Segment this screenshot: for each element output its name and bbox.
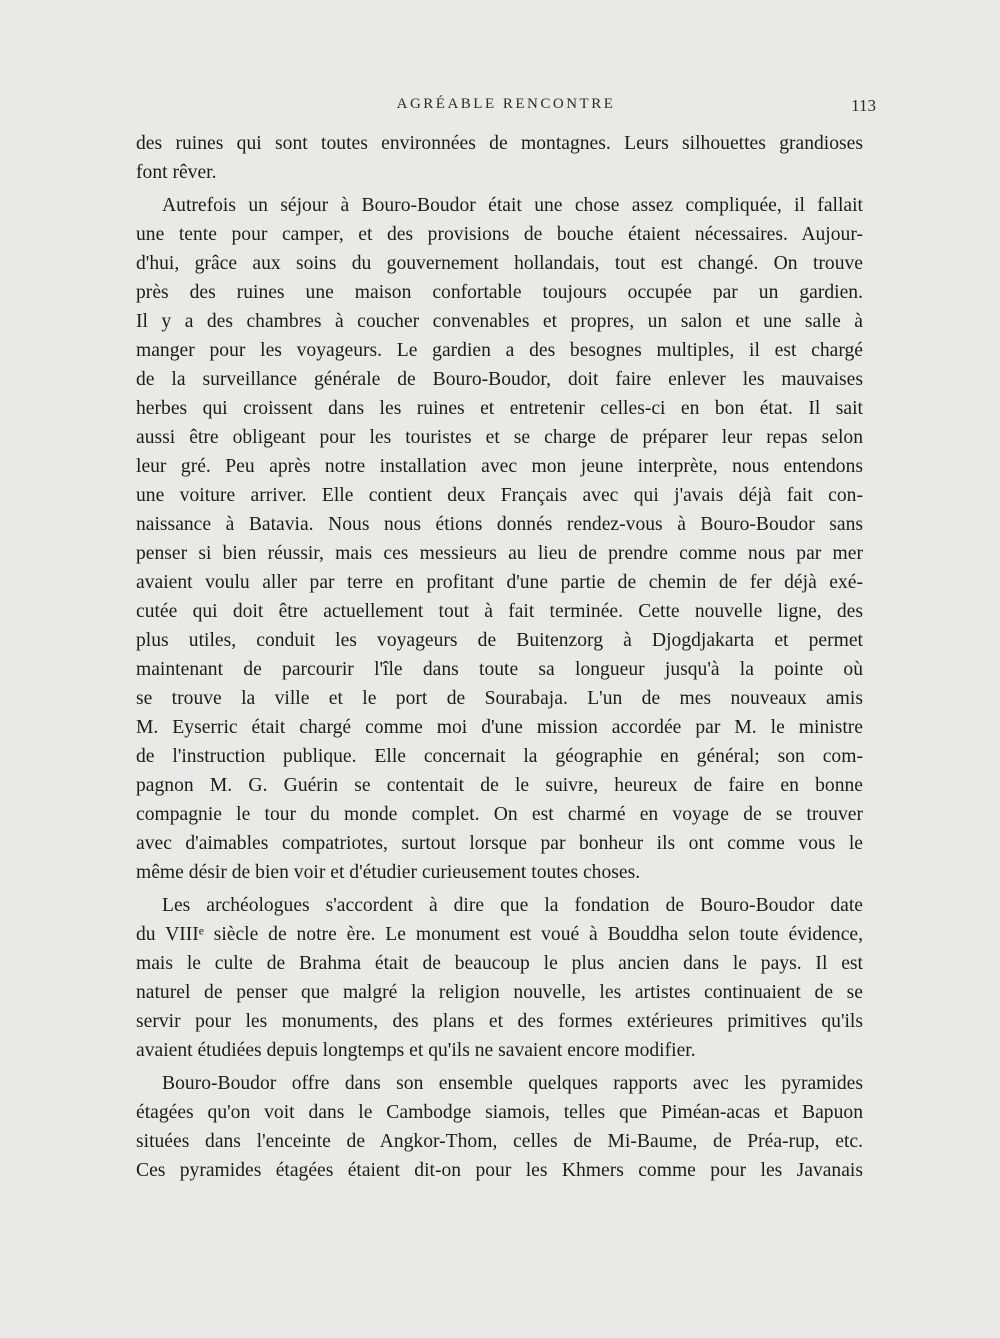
text-line: Il y a des chambres à coucher convenables et propres, un salon et une salle à xyxy=(136,311,863,332)
page-header xyxy=(136,96,876,120)
text-line: compagnie le tour du monde complet. On est charmé en voyage de se trouver xyxy=(136,804,863,825)
text-line: une voiture arriver. Elle contient deux Français avec qui j'avais déjà fait con- xyxy=(136,485,863,506)
text-line: d'hui, grâce aux soins du gouvernement hollandais, tout est changé. On trouve xyxy=(136,253,863,274)
paragraph xyxy=(136,891,863,1065)
text-line: même désir de bien voir et d'étudier curieusement toutes choses. xyxy=(136,862,641,883)
text-line: servir pour les monuments, des plans et des formes extérieures primitives qu'ils xyxy=(136,1011,863,1032)
text-line: cutée qui doit être actuellement tout à fait terminée. Cette nouvelle ligne, des xyxy=(136,601,863,622)
text-line: M. Eyserric était chargé comme moi d'une mission accordée par M. le ministre xyxy=(136,717,863,738)
text-line: maintenant de parcourir l'île dans toute sa longueur jusqu'à la pointe où xyxy=(136,659,863,680)
text-line: pagnon M. G. Guérin se contentait de le suivre, heureux de faire en bonne xyxy=(136,775,863,796)
text-line: Bouro-Boudor offre dans son ensemble quelques rapports avec les pyramides xyxy=(162,1073,863,1094)
text-line: font rêver. xyxy=(136,162,217,183)
text-line: Autrefois un séjour à Bouro-Boudor était une chose assez compliquée, il fallait xyxy=(162,195,863,216)
text-line: avaient étudiées depuis longtemps et qu'ils ne savaient encore modifier. xyxy=(136,1040,696,1061)
page-number: 113 xyxy=(851,96,876,115)
text-line: des ruines qui sont toutes environnées de montagnes. Leurs silhouettes grandioses xyxy=(136,133,863,154)
text-line: aussi être obligeant pour les touristes et se charge de préparer leur repas selon xyxy=(136,427,863,448)
text-line: Les archéologues s'accordent à dire que la fondation de Bouro-Boudor date xyxy=(162,895,863,916)
text-line: étagées qu'on voit dans le Cambodge siamois, telles que Piméan-acas et Bapuon xyxy=(136,1102,863,1123)
text-line: avaient voulu aller par terre en profitant d'une partie de chemin de fer déjà exé- xyxy=(136,572,863,593)
text-line: Ces pyramides étagées étaient dit-on pour les Khmers comme pour les Javanais xyxy=(136,1160,863,1181)
text-line: mais le culte de Brahma était de beaucoup le plus ancien dans le pays. Il est xyxy=(136,953,863,974)
text-line: naturel de penser que malgré la religion nouvelle, les artistes continuaient de se xyxy=(136,982,863,1003)
paragraph xyxy=(136,129,863,187)
text-line: situées dans l'enceinte de Angkor-Thom, celles de Mi-Baume, de Préa-rup, etc. xyxy=(136,1131,863,1152)
running-title: AGRÉABLE RENCONTRE xyxy=(396,96,616,112)
text-line: penser si bien réussir, mais ces messieurs au lieu de prendre comme nous par mer xyxy=(136,543,863,564)
text-line: une tente pour camper, et des provisions de bouche étaient nécessaires. Aujour- xyxy=(136,224,863,245)
text-line: herbes qui croissent dans les ruines et entretenir celles-ci en bon état. Il sait xyxy=(136,398,863,419)
text-line: naissance à Batavia. Nous nous étions donnés rendez-vous à Bouro-Boudor sans xyxy=(136,514,863,535)
body-text xyxy=(136,129,863,1185)
text-line: du VIIIᵉ siècle de notre ère. Le monument est voué à Bouddha selon toute évidence, xyxy=(136,924,863,945)
text-line: de la surveillance générale de Bouro-Boudor, doit faire enlever les mauvaises xyxy=(136,369,863,390)
paragraph xyxy=(136,1069,863,1185)
text-line: avec d'aimables compatriotes, surtout lorsque par bonheur ils ont comme vous le xyxy=(136,833,863,854)
text-line: plus utiles, conduit les voyageurs de Buitenzorg à Djogdjakarta et permet xyxy=(136,630,863,651)
text-line: leur gré. Peu après notre installation avec mon jeune interprète, nous entendons xyxy=(136,456,863,477)
text-line: de l'instruction publique. Elle concernait la géographie en général; son com- xyxy=(136,746,863,767)
text-line: près des ruines une maison confortable toujours occupée par un gardien. xyxy=(136,282,863,303)
text-line: manger pour les voyageurs. Le gardien a des besognes multiples, il est chargé xyxy=(136,340,863,361)
text-line: se trouve la ville et le port de Sourabaja. L'un de mes nouveaux amis xyxy=(136,688,863,709)
paragraph xyxy=(136,191,863,887)
